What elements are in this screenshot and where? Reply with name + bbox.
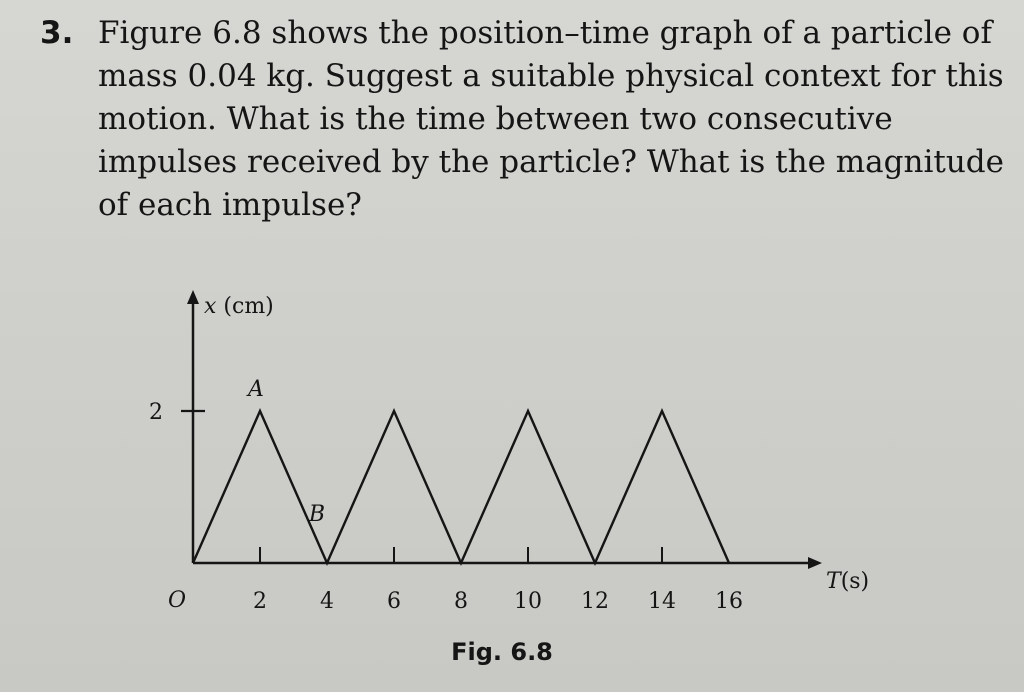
position-series-line: [193, 411, 729, 563]
x-tick-label: 4: [320, 589, 334, 614]
x-tick-label: 14: [648, 589, 676, 614]
y-axis-arrow: [187, 290, 199, 304]
x-tick-label: 2: [253, 589, 267, 614]
x-tick-label: 10: [514, 589, 542, 614]
x-tick-label: 8: [454, 589, 468, 614]
annotation-a: A: [248, 377, 264, 402]
y-axis-label: x (cm): [204, 294, 274, 319]
x-tick-label: 6: [387, 589, 401, 614]
origin-label: O: [168, 588, 187, 613]
x-tick-label: 16: [715, 589, 743, 614]
annotation-b: B: [308, 502, 326, 527]
x-axis-arrow: [808, 557, 822, 569]
y-tick-label: 2: [149, 400, 163, 425]
question-number: 3.: [40, 15, 74, 51]
x-tick-label: 12: [581, 589, 609, 614]
question-text: Figure 6.8 shows the position–time graph of a particle of mass 0.04 kg. Suggest a suitable physical context for this motion. What is the time between two consecutive impulses received by the particle? What is the magnitude of each impulse?: [98, 15, 1004, 223]
x-axis-label: T(s): [826, 569, 870, 594]
x-tick-labels: [253, 589, 743, 614]
figure-caption: Fig. 6.8: [451, 638, 553, 666]
point-annotations: [246, 377, 325, 527]
y-tick-labels: [149, 400, 163, 425]
